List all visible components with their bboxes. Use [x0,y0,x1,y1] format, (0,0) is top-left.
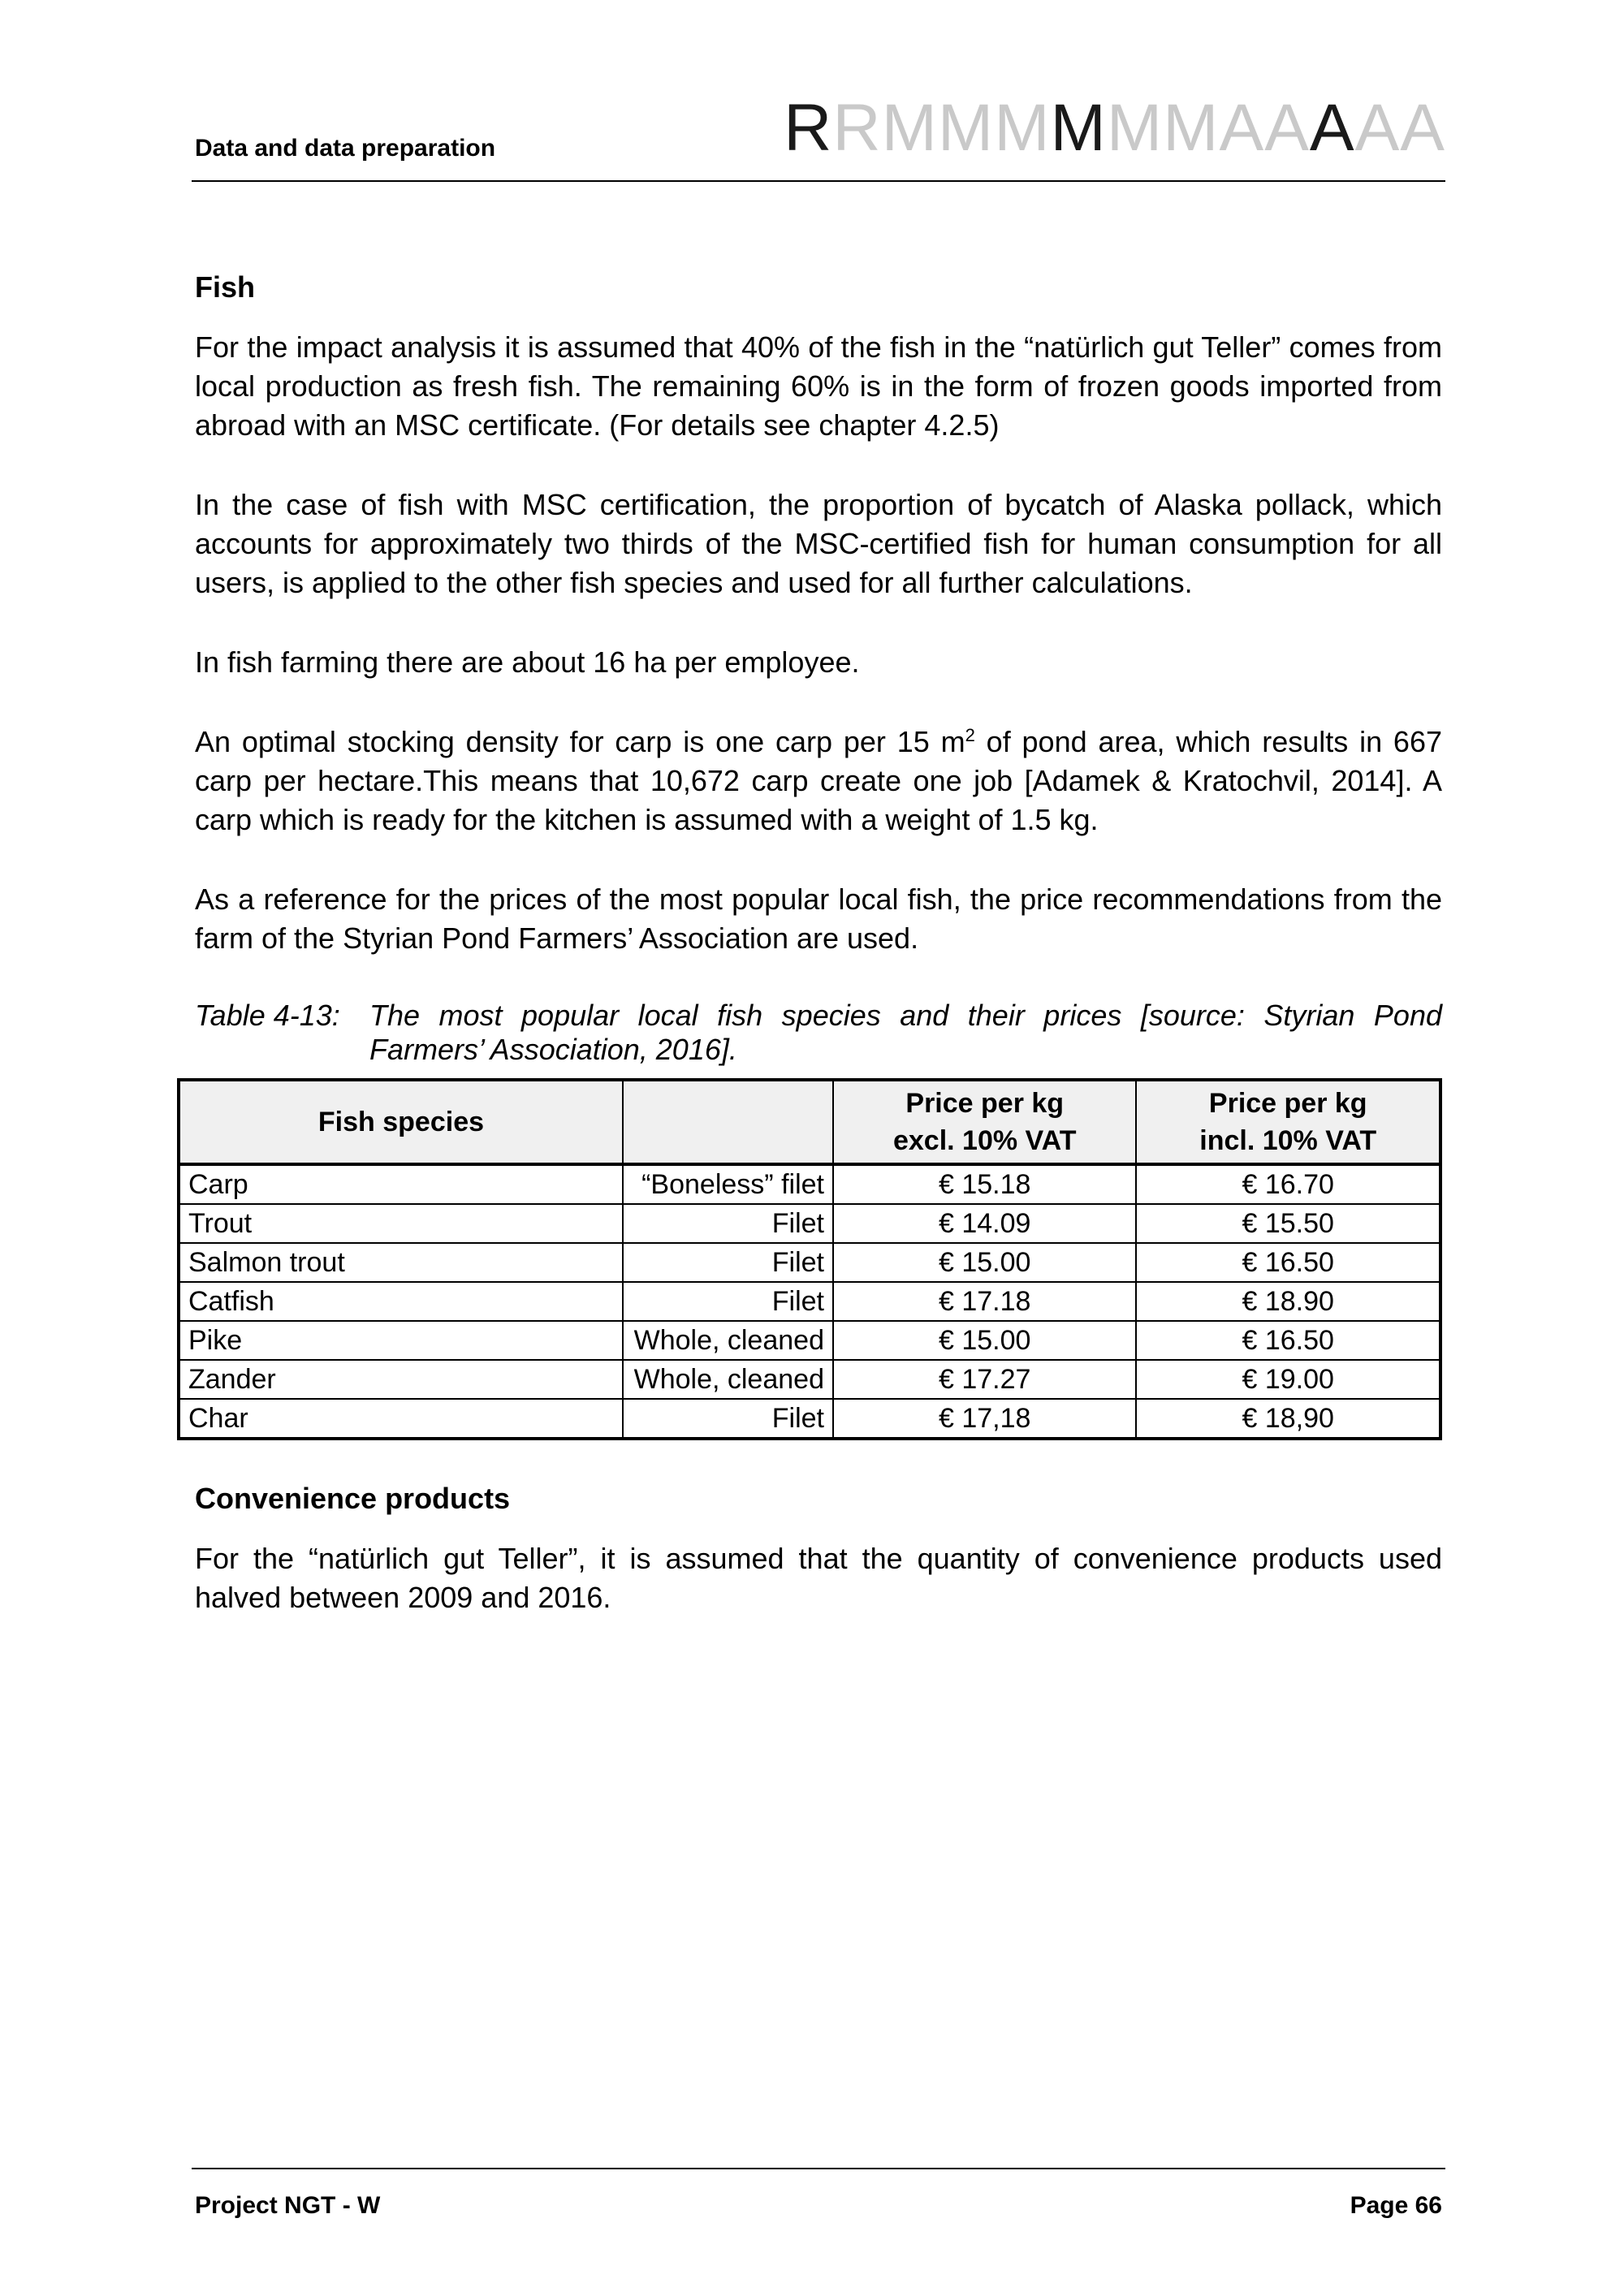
cell-species: Char [179,1399,623,1439]
cell-price-incl: € 18.90 [1136,1282,1440,1321]
table-caption-label: Table 4-13: [195,999,340,1032]
superscript: 2 [965,725,975,745]
cell-price-incl: € 18,90 [1136,1399,1440,1439]
header-price-excl [833,1080,1136,1164]
logo-letter: M [1050,91,1107,165]
table-row [179,1243,1440,1282]
paragraph: In the case of fish with MSC certification, the proportion of bycatch of Alaska pollack, which accounts for approximately two thirds of the MSC-certified fish for human consumption for all users, is applied to the other fish species and used for all further calculations. [195,488,1442,599]
paragraph: For the “natürlich gut Teller”, it is assumed that the quantity of convenience products used halved between 2009 and 2016. [195,1542,1442,1614]
table-header-row [179,1080,1440,1164]
cell-price-incl: € 15.50 [1136,1204,1440,1243]
section-heading-fish: Fish [195,270,256,304]
paragraph: In fish farming there are about 16 ha per employee. [195,645,860,679]
logo [784,91,1445,165]
cell-species: Carp [179,1164,623,1204]
table-caption [195,999,1442,1067]
footer-page-number: Page 66 [1350,2192,1442,2219]
logo-letter: R [832,91,882,165]
cell-price-excl: € 17.18 [833,1282,1136,1321]
logo-letter: A [1354,91,1401,165]
cell-price-excl: € 17.27 [833,1360,1136,1399]
table-row [179,1399,1440,1439]
table-row [179,1164,1440,1204]
paragraph [195,723,1442,839]
section-heading-convenience: Convenience products [195,1482,511,1515]
table-caption-text: The most popular local fish species and their prices [source: Styrian Pond Farmers’ Association, 2016]. [369,999,1442,1066]
cell-price-excl: € 15.18 [833,1164,1136,1204]
page-footer [192,2168,1445,2226]
main-content [188,268,1442,1658]
cell-species: Zander [179,1360,623,1399]
page-header [192,81,1445,182]
logo-letter: M [937,91,995,165]
cell-species: Trout [179,1204,623,1243]
cell-form: Filet [623,1204,833,1243]
cell-form: Filet [623,1282,833,1321]
header-price-incl [1136,1080,1440,1164]
paragraph: As a reference for the prices of the most popular local fish, the price recommendations from the farm of the Styrian Pond Farmers’ Association are used. [195,883,1442,955]
cell-species: Pike [179,1321,623,1360]
logo-letter: M [994,91,1051,165]
cell-price-excl: € 15.00 [833,1243,1136,1282]
cell-price-incl: € 16.50 [1136,1243,1440,1282]
cell-price-excl: € 15.00 [833,1321,1136,1360]
table-row [179,1321,1440,1360]
header-title: Data and data preparation [195,135,496,162]
paragraph-text: of pond area, which results in 667 carp per hectare.This means that 10,672 carp create one job [Adamek & Kratochvil, 2014]. A carp which is ready for the kitchen is assumed with a weight of 1.5 kg. [195,725,1442,836]
header-price-excl-line2: excl. 10% VAT [892,1125,1077,1156]
header-price-incl-line1: Price per kg [1208,1088,1367,1119]
paragraph-text: An optimal stocking density for carp is one carp per 15 m [195,725,965,758]
fish-price-table [177,1078,1442,1440]
logo-letter: A [1219,91,1265,165]
header-price-excl-line1: Price per kg [905,1088,1065,1119]
logo-letter: A [1264,91,1310,165]
header-form [623,1080,833,1164]
cell-price-incl: € 19.00 [1136,1360,1440,1399]
logo-letter: M [881,91,938,165]
logo-letter: A [1400,91,1445,165]
cell-form: “Boneless” filet [623,1164,833,1204]
header-price-incl-line2: incl. 10% VAT [1199,1125,1377,1156]
cell-species: Salmon trout [179,1243,623,1282]
cell-form: Whole, cleaned [623,1321,833,1360]
table-row [179,1204,1440,1243]
logo-letter: R [784,91,833,165]
cell-species: Catfish [179,1282,623,1321]
logo-wordmark [784,91,1445,165]
table-row [179,1360,1440,1399]
cell-form: Filet [623,1399,833,1439]
cell-price-excl: € 14.09 [833,1204,1136,1243]
cell-form: Filet [623,1243,833,1282]
cell-price-incl: € 16.70 [1136,1164,1440,1204]
logo-letter: M [1163,91,1220,165]
header-species: Fish species [179,1080,623,1164]
paragraph: For the impact analysis it is assumed that 40% of the fish in the “natürlich gut Teller” comes from local production as fresh fish. The remaining 60% is in the form of frozen goods imported from abroad with an MSC certificate. (For details see chapter 4.2.5) [195,330,1442,442]
footer-project: Project NGT - W [195,2192,381,2219]
cell-price-incl: € 16.50 [1136,1321,1440,1360]
logo-letter: M [1106,91,1164,165]
logo-letter: A [1309,91,1355,165]
table-row [179,1282,1440,1321]
cell-price-excl: € 17,18 [833,1399,1136,1439]
cell-form: Whole, cleaned [623,1360,833,1399]
